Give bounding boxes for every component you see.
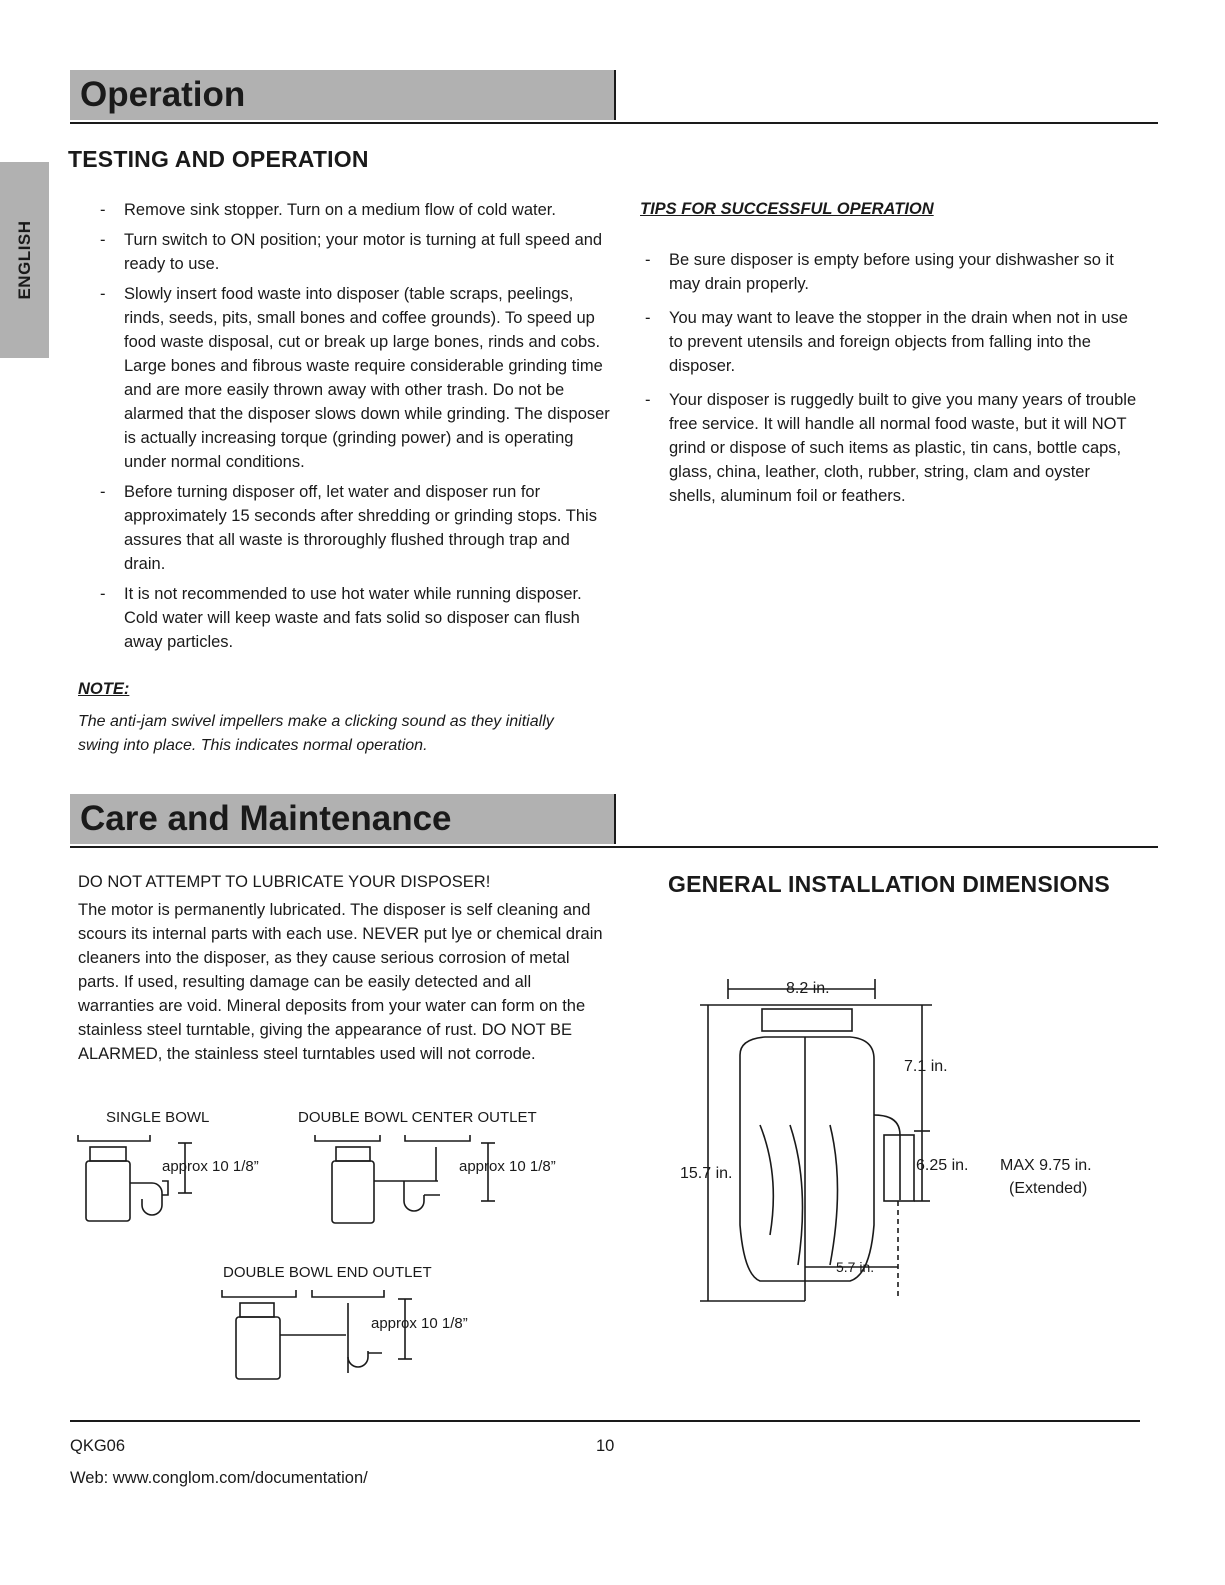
dimensions-heading: GENERAL INSTALLATION DIMENSIONS [668,871,1110,897]
max-extended-note: (Extended) [1009,1180,1088,1197]
single-bowl-dimension: approx 10 1/8” [162,1158,259,1175]
care-warning: DO NOT ATTEMPT TO LUBRICATE YOUR DISPOSER! [78,873,491,891]
footer-rule [70,1420,1140,1422]
width-top-label: 8.2 in. [786,980,830,997]
tailpiece-pipe [374,1147,438,1181]
single-bowl-label: SINGLE BOWL [106,1109,210,1126]
discharge-tube [884,1135,914,1201]
tailpiece-pipe [280,1303,348,1373]
height-total-label: 15.7 in. [680,1165,733,1182]
list-item: - Be sure disposer is empty before using your dishwasher so it may drain properly. [645,248,1140,296]
note-label: NOTE: [78,680,130,698]
outlet-to-bottom-label: 6.25 in. [916,1157,969,1174]
disposer-dimension-drawing [670,975,970,1310]
language-tab [0,162,49,358]
double-center-dimension: approx 10 1/8” [459,1158,556,1175]
sink-bowl-outline [78,1135,150,1141]
double-center-label: DOUBLE BOWL CENTER OUTLET [298,1109,537,1126]
operation-title: Operation [80,75,246,114]
tips-heading: TIPS FOR SUCCESSFUL OPERATION [640,200,934,218]
disposer-body [86,1161,130,1221]
list-item: - Before turning disposer off, let water and disposer run for approximately 15 seconds after shredding or grinding stops. This assures that all waste is throroughly flushed through trap and drain. [100,480,610,576]
testing-list-container [100,198,610,660]
disposer-flange [90,1147,126,1161]
double-end-dimension: approx 10 1/8” [371,1315,468,1332]
list-item: - Slowly insert food waste into disposer (table scraps, peelings, rinds, seeds, pits, small bones and coffee grounds). To speed up food waste disposal, cut or break up large bones, rinds and cobs. Large bones and fibrous waste require considerable grinding time and are more easily thrown away with other trash. Do not be alarmed that the disposer slows down while grinding. The disposer is actually increasing torque (grinding power) and is operating under normal conditions. [100,282,610,474]
trap-pipe [348,1351,382,1367]
list-item: - Turn switch to ON position; your motor is turning at full speed and ready to use. [100,228,610,276]
tips-list-container [645,248,1140,514]
language-label: ENGLISH [14,220,34,300]
page-number: 10 [596,1437,615,1455]
care-body: The motor is permanently lubricated. The disposer is self cleaning and scours its internal parts with each use. NEVER put lye or chemical drain cleaners into the disposer, as they cause serious corrosion of metal parts. If used, resulting damage can be easily detected and all warranties are void. Mineral deposits from your water can form on the stainless steel turntable, giving the appearance of rust. DO NOT BE ALARMED, the stainless steel turntables used will not corrode. [78,901,603,1063]
max-extended-label: MAX 9.75 in. [1000,1157,1092,1174]
testing-list [100,198,610,654]
disposer-flange [762,1009,852,1031]
sink-installation-diagrams [60,1125,620,1395]
list-item: - Remove sink stopper. Turn on a medium flow of cold water. [100,198,610,222]
care-section-header [70,794,1158,848]
trap-pipe [404,1181,440,1211]
disposer-body [740,1037,874,1281]
sink-bowl-outline [315,1135,470,1141]
trap-pipe [130,1183,162,1215]
list-item: - It is not recommended to use hot water while running disposer. Cold water will keep waste and fats solid so disposer can flush away particles. [100,582,610,654]
disposer-flange [240,1303,274,1317]
sink-bowl-outline [222,1290,384,1297]
disposer-body [332,1161,374,1223]
care-title: Care and Maintenance [80,799,452,838]
center-to-outlet-label: 5.7 in. [836,1259,875,1275]
list-item: - Your disposer is ruggedly built to give you many years of trouble free service. It will handle all normal food waste, but it will NOT grind or dispose of such items as plastic, tin cans, bottle caps, glass, china, leather, cloth, rubber, string, clam and oyster shells, aluminum foil or feathers. [645,388,1140,508]
double-end-label: DOUBLE BOWL END OUTLET [223,1264,432,1281]
body-contour [760,1125,838,1265]
list-item: - You may want to leave the stopper in the drain when not in use to prevent utensils and foreign objects from falling into the disposer. [645,306,1140,378]
trap-outlet [162,1181,168,1195]
web-link[interactable]: Web: www.conglom.com/documentation/ [70,1469,368,1487]
model-number: QKG06 [70,1437,126,1455]
disposer-flange [336,1147,370,1161]
operation-section-header [70,70,1158,124]
disposer-body [236,1317,280,1379]
testing-heading: TESTING AND OPERATION [68,146,369,172]
tips-list [645,248,1140,508]
note-body: The anti-jam swivel impellers make a clicking sound as they initially swing into place. This indicates normal operation. [78,713,554,754]
discharge-elbow [874,1115,900,1200]
top-to-outlet-label: 7.1 in. [904,1058,948,1075]
